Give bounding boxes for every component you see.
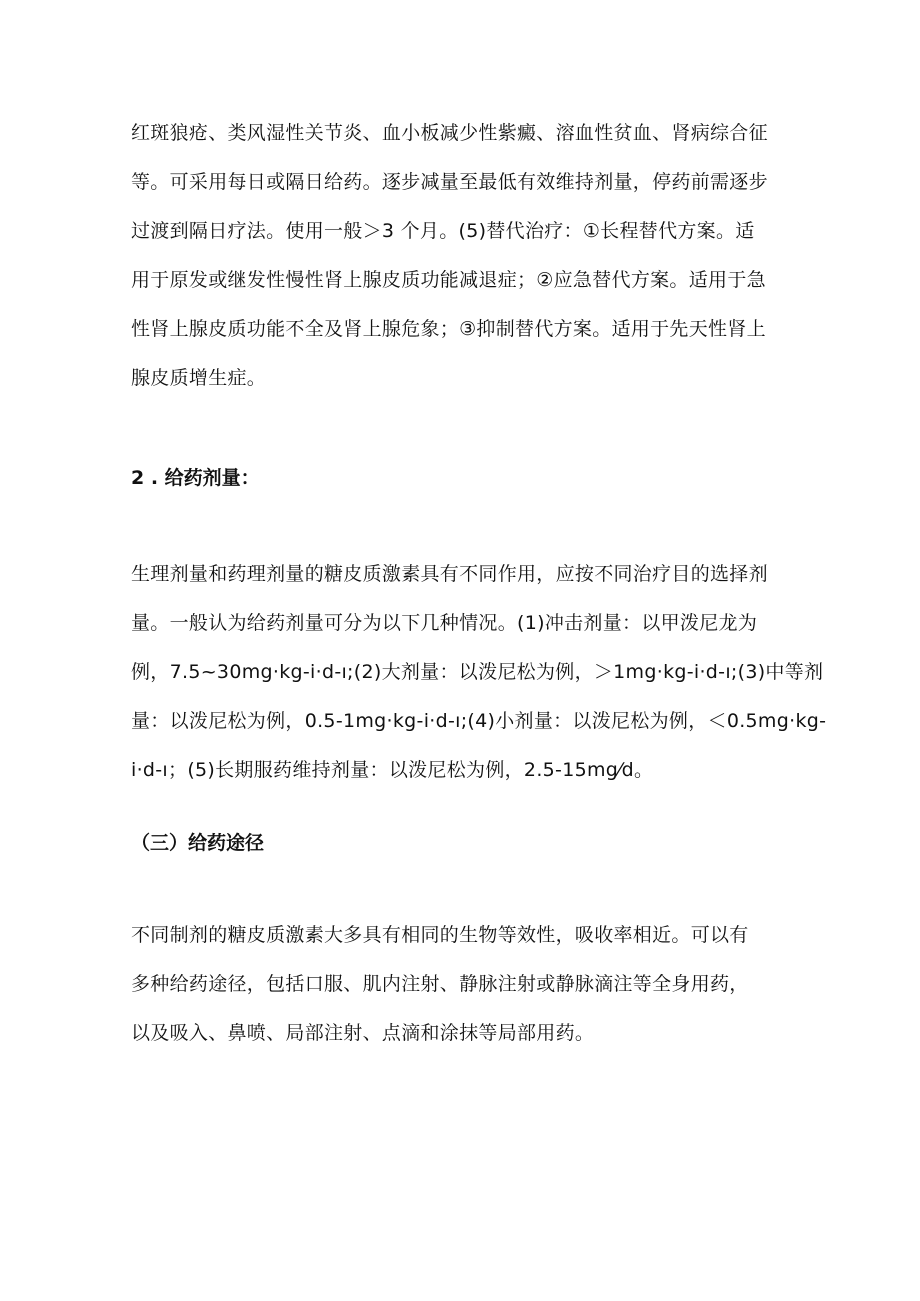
paragraph-1-line-2: 等。可采用每日或隔日给药。逐步减量至最低有效维持剂量，停药前需逐步 xyxy=(131,171,768,193)
paragraph-2-line-4: 量：以泼尼松为例，0.5-1mg·kg-i·d-ı;(4)小剂量：以泼尼松为例，＜0.5mg·kg- xyxy=(131,710,827,732)
paragraph-3-line-2: 多种给药途径，包括口服、肌内注射、静脉注射或静脉滴注等全身用药， xyxy=(131,973,749,995)
paragraph-1-line-6: 腺皮质增生症。 xyxy=(131,367,267,389)
section-heading-dosage: 2 . 给药剂量： xyxy=(131,467,260,489)
paragraph-2-line-1: 生理剂量和药理剂量的糖皮质激素具有不同作用，应按不同治疗目的选择剂 xyxy=(131,563,768,585)
paragraph-1-line-1: 红斑狼疮、类风湿性关节炎、血小板减少性紫癜、溶血性贫血、肾病综合征 xyxy=(131,122,768,144)
paragraph-3-line-3: 以及吸入、鼻喷、局部注射、点滴和涂抹等局部用药。 xyxy=(131,1022,595,1044)
paragraph-2-line-2: 量。一般认为给药剂量可分为以下几种情况。(1)冲击剂量：以甲泼尼龙为 xyxy=(131,612,758,634)
paragraph-1-line-4: 用于原发或继发性慢性肾上腺皮质功能减退症；②应急替代方案。适用于急 xyxy=(131,269,766,291)
paragraph-2-line-3: 例，7.5~30mg·kg-i·d-ı;(2)大剂量：以泼尼松为例，＞1mg·kg-i·d-ı;(3)中等剂 xyxy=(131,661,824,683)
section-heading-route: （三）给药途径 xyxy=(131,832,265,854)
paragraph-2-line-5: i·d-ı；(5)长期服药维持剂量：以泼尼松为例，2.5-15mg⁄d。 xyxy=(131,759,654,781)
paragraph-1-line-3: 过渡到隔日疗法。使用一般＞3 个月。(5)替代治疗：①长程替代方案。适 xyxy=(131,220,755,242)
paragraph-3-line-1: 不同制剂的糖皮质激素大多具有相同的生物等效性，吸收率相近。可以有 xyxy=(131,924,749,946)
paragraph-1-line-5: 性肾上腺皮质功能不全及肾上腺危象；③抑制替代方案。适用于先天性肾上 xyxy=(131,318,766,340)
